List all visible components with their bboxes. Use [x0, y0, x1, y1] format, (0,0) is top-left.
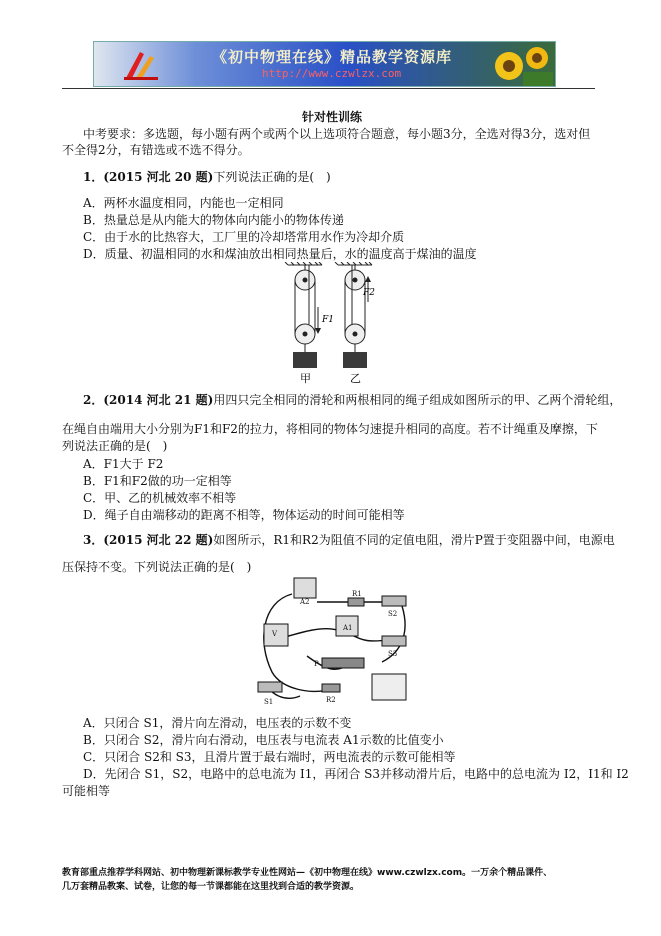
- question-1-number: 1．: [83, 170, 104, 184]
- footer-line-1: 教育部重点推荐学科网站、初中物理新课标教学专业性网站—《初中物理在线》www.czwlzx.com。一万余个精品课件、: [62, 868, 553, 878]
- label-a2: A2: [300, 598, 310, 606]
- circuit-figure: [252, 572, 412, 710]
- question-2-number: 2．: [83, 393, 104, 407]
- figure-label-jia: 甲: [300, 372, 311, 385]
- switch-s2: [382, 596, 406, 606]
- question-3-number: 3．: [83, 533, 104, 547]
- instructions-line-1: 中考要求：多选题，每小题有两个或两个以上选项符合题意，每小题3分，全选对得3分，选对但: [83, 127, 591, 141]
- question-1-stem: [83, 170, 331, 184]
- label-s2: S2: [388, 610, 398, 618]
- question-3-text-line-2: 压保持不变。下列说法正确的是( ): [62, 560, 252, 574]
- question-2-stem: [83, 393, 621, 407]
- pulley-figure: [280, 262, 380, 386]
- resistor-r2: [322, 684, 340, 692]
- switch-s3: [382, 636, 406, 646]
- question-3-text-line-1: 如图所示，R1和R2为阻值不同的定值电阻，滑片P置于变阻器中间，电源电: [213, 533, 615, 547]
- label-r2: R2: [326, 696, 336, 704]
- wire: [282, 629, 337, 638]
- resistor-r1: [348, 598, 364, 606]
- label-s3: S3: [388, 650, 398, 658]
- ammeter-a2: [294, 578, 316, 598]
- banner-url-link[interactable]: http://www.czwlzx.com: [262, 67, 402, 80]
- question-1-source: (2015 河北 20 题): [103, 170, 214, 184]
- header-banner: [93, 41, 556, 87]
- switch-s1: [258, 682, 282, 692]
- instructions-line-2: 不全得2分，有错选或不选不得分。: [62, 143, 250, 157]
- question-3-source: (2015 河北 22 题): [103, 533, 214, 547]
- question-3-option-a: A．只闭合 S1，滑片向左滑动，电压表的示数不变: [83, 716, 352, 730]
- question-3-option-c: C．只闭合 S2和 S3，且滑片置于最右端时，两电流表的示数可能相等: [83, 750, 456, 764]
- label-s1: S1: [264, 698, 274, 706]
- question-1-option-a: A．两杯水温度相同，内能也一定相同: [83, 196, 284, 210]
- label-p: P: [314, 660, 319, 668]
- question-3-option-d-continued: 可能相等: [62, 784, 111, 798]
- page-title: 针对性训练: [302, 110, 363, 124]
- question-2-option-d: D．绳子自由端移动的距离不相等，物体运动的时间可能相等: [83, 508, 405, 522]
- figure-label-yi: 乙: [350, 372, 361, 385]
- header-divider: [62, 88, 595, 89]
- label-v: V: [272, 630, 278, 638]
- question-2-option-b: B．F1和F2做的功一定相等: [83, 474, 232, 488]
- question-3-option-b: B．只闭合 S2，滑片向右滑动，电压表与电流表 A1示数的比值变小: [83, 733, 444, 747]
- question-1-option-d: D．质量、初温相同的水和煤油放出相同热量后，水的温度高于煤油的温度: [83, 247, 477, 261]
- question-2-text-line-1: 用四只完全相同的滑轮和两根相同的绳子组成如图所示的甲、乙两个滑轮组，: [213, 393, 622, 407]
- question-2-text-line-2: 在绳自由端用大小分别为F1和F2的拉力，将相同的物体匀速提升相同的高度。若不计绳重及摩擦，下: [62, 422, 598, 436]
- footer-line-2: 几万套精品教案、试卷，让您的每一节课都能在这里找到合适的教学资源。: [62, 882, 360, 892]
- question-3-stem: [83, 533, 615, 547]
- power-supply: [372, 674, 406, 700]
- banner-title: 《初中物理在线》精品教学资源库: [212, 48, 453, 66]
- force-f1-label: F1: [322, 315, 334, 325]
- question-1-option-b: B．热量总是从内能大的物体向内能小的物体传递: [83, 213, 344, 227]
- rheostat: [322, 658, 364, 668]
- question-1-text: 下列说法正确的是( ): [213, 170, 331, 184]
- question-2-option-a: A．F1大于 F2: [83, 457, 164, 471]
- force-f2-label: F2: [363, 288, 375, 298]
- label-a1: A1: [343, 624, 353, 632]
- question-2-text-line-3: 列说法正确的是( ): [62, 439, 168, 453]
- label-r1: R1: [352, 590, 362, 598]
- question-3-option-d: D．先闭合 S1，S2，电路中的总电流为 I1，再闭合 S3并移动滑片后，电路中的总电流为 I2，I1和 I2: [83, 767, 629, 781]
- right-weight: [343, 352, 367, 368]
- left-weight: [293, 352, 317, 368]
- question-2-option-c: C．甲、乙的机械效率不相等: [83, 491, 237, 505]
- question-2-source: (2014 河北 21 题): [103, 393, 214, 407]
- sunflower-icon: [489, 44, 553, 86]
- question-1-option-c: C．由于水的比热容大，工厂里的冷却塔常用水作为冷却介质: [83, 230, 405, 244]
- site-logo-icon: [122, 48, 162, 82]
